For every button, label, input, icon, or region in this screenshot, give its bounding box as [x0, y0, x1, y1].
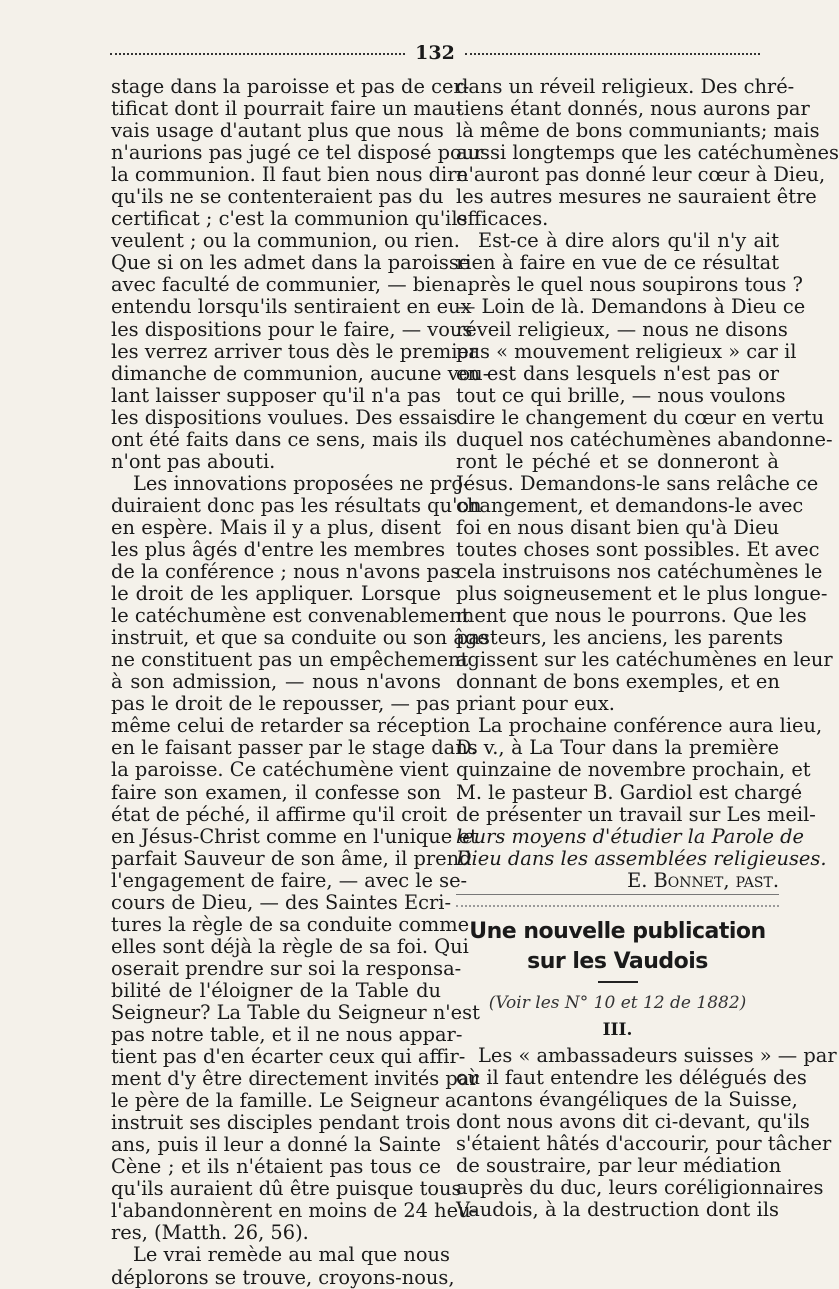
- text-line: la paroisse. Ce catéchumène vient: [111, 758, 449, 782]
- text-line: les verrez arriver tous dès le premier: [111, 339, 479, 363]
- page-header: [110, 40, 760, 66]
- text-line: efficaces.: [456, 207, 549, 231]
- text-line: le droit de les appliquer. Lorsque: [111, 582, 441, 606]
- text-line: ment que nous le pourrons. Que les: [456, 604, 807, 628]
- text-line: duiraient donc pas les résultats qu'on: [111, 493, 482, 517]
- text-line: Est-ce à dire alors qu'il n'y ait: [478, 229, 779, 253]
- text-line: les plus âgés d'entre les membres: [111, 537, 446, 561]
- text-line: avec faculté de communier, — bien: [111, 273, 456, 297]
- article-reference: (Voir les N° 10 et 12 de 1882): [488, 992, 747, 1013]
- text-line: cantons évangéliques de la Suisse,: [456, 1087, 798, 1111]
- text-line: qu'ils ne se contenteraient pas du: [111, 185, 444, 209]
- text-line: ment d'y être directement invités par: [111, 1067, 479, 1091]
- text-line: à son admission, — nous n'avons: [111, 670, 441, 694]
- text-line: les autres mesures ne sauraient être: [456, 185, 817, 209]
- text-line: les dispositions pour le faire, — vous: [111, 317, 473, 341]
- text-line: auprès du duc, leurs coréligionnaires: [456, 1176, 824, 1200]
- text-line: là même de bons communiants; mais: [456, 119, 820, 143]
- text-line: ont été faits dans ce sens, mais ils: [111, 427, 447, 451]
- text-line: pas notre table, et il ne nous appar-: [111, 1023, 463, 1047]
- text-line: — Loin de là. Demandons à Dieu ce: [456, 295, 806, 319]
- text-line: le catéchumène est convenablement: [111, 604, 470, 628]
- text-line: les dispositions voulues. Des essais: [111, 405, 458, 429]
- text-line: M. le pasteur B. Gardiol est chargé: [456, 780, 803, 804]
- text-line: elles sont déjà la règle de sa foi. Qui: [111, 934, 469, 958]
- text-line: donnant de bons exemples, et en: [456, 670, 780, 694]
- text-line: de soustraire, par leur médiation: [456, 1153, 782, 1177]
- text-line: qu'ils auraient dû être puisque tous: [111, 1177, 462, 1201]
- text-line: certificat ; c'est la communion qu'ils: [111, 207, 468, 231]
- text-line: instruit, et que sa conduite ou son âge: [111, 626, 489, 650]
- text-line: Les « ambassadeurs suisses » — par: [478, 1043, 837, 1067]
- text-line: même celui de retarder sa réception: [111, 714, 471, 738]
- text-line: lant laisser supposer qu'il n'a pas: [111, 383, 441, 407]
- article-title-line2: sur les Vaudois: [527, 948, 708, 974]
- text-line: tures la règle de sa conduite comme: [111, 912, 470, 936]
- text-line: entendu lorsqu'ils sentiraient en eux: [111, 295, 472, 319]
- text-line: bilité de l'éloigner de la Table du: [111, 978, 441, 1002]
- text-line: réveil religieux, — nous ne disons: [456, 317, 788, 341]
- text-line: faire son examen, il confesse son: [111, 780, 441, 804]
- text-line: dont nous avons dit ci-devant, qu'ils: [456, 1109, 810, 1133]
- text-line: oserait prendre sur soi la responsa-: [111, 956, 462, 980]
- text-line: leurs moyens d'étudier la Parole de: [456, 824, 804, 848]
- text-line: la communion. Il faut bien nous dire: [111, 163, 468, 187]
- text-line: déplorons se trouve, croyons-nous,: [111, 1265, 455, 1289]
- text-line: où il faut entendre les délégués des: [456, 1065, 807, 1089]
- text-line: parfait Sauveur de son âme, il prend: [111, 846, 472, 870]
- text-line: n'aurions pas jugé ce tel disposé pour: [111, 141, 484, 165]
- text-line: pas « mouvement religieux » car il: [456, 339, 797, 363]
- header-rule-right: [465, 53, 760, 55]
- text-line: stage dans la paroisse et pas de cer-: [111, 75, 470, 98]
- text-line: en espère. Mais il y a plus, disent: [111, 515, 441, 539]
- text-line: tificat dont il pourrait faire un mau-: [111, 97, 463, 121]
- article-title-line1: Une nouvelle publication: [469, 918, 766, 944]
- signature: E. Bonnet, past.: [627, 868, 779, 892]
- text-line: l'engagement de faire, — avec le se-: [111, 868, 468, 892]
- left-column: [111, 75, 490, 1289]
- text-line: dans un réveil religieux. Des chré-: [456, 75, 795, 98]
- text-line: état de péché, il affirme qu'il croit: [111, 802, 447, 826]
- text-line: Dieu dans les assemblées religieuses.: [456, 846, 827, 870]
- text-line: agissent sur les catéchumènes en leur: [456, 648, 833, 672]
- text-line: s'étaient hâtés d'accourir, pour tâcher: [456, 1131, 832, 1155]
- text-line: tout ce qui brille, — nous voulons: [456, 383, 786, 407]
- text-line: priant pour eux.: [456, 692, 615, 716]
- section-separator: [456, 894, 779, 907]
- text-line: ront le péché et se donneront à: [456, 449, 779, 473]
- text-line: après le quel nous soupirons tous ?: [456, 273, 803, 297]
- text-line: pasteurs, les anciens, les parents: [456, 626, 784, 650]
- text-line: Cène ; et ils n'étaient pas tous ce: [111, 1155, 441, 1179]
- text-line: cours de Dieu, — des Saintes Ecri-: [111, 890, 452, 914]
- text-line: toutes choses sont possibles. Et avec: [456, 537, 820, 561]
- text-line: tiens étant donnés, nous aurons par: [456, 97, 810, 121]
- page-number: 132: [415, 42, 455, 64]
- text-line: de la conférence ; nous n'avons pas: [111, 560, 461, 584]
- text-line: dire le changement du cœur en vertu: [456, 405, 825, 429]
- text-line: Jésus. Demandons-le sans relâche ce: [456, 471, 819, 495]
- text-line: res, (Matth. 26, 56).: [111, 1221, 309, 1245]
- text-line: La prochaine conférence aura lieu,: [478, 714, 823, 738]
- text-line: rien à faire en vue de ce résultat: [456, 251, 779, 275]
- text-line: ne constituent pas un empêchement: [111, 648, 469, 672]
- text-line: pas le droit de le repousser, — pas: [111, 692, 450, 716]
- text-line: instruit ses disciples pendant trois: [111, 1111, 451, 1135]
- text-line: changement, et demandons-le avec: [456, 493, 804, 517]
- text-line: de présenter un travail sur Les meil-: [456, 802, 816, 826]
- text-line: Le vrai remède au mal que nous: [133, 1243, 450, 1267]
- text-line: n'ont pas abouti.: [111, 449, 276, 473]
- text-line: dimanche de communion, aucune vou-: [111, 361, 490, 385]
- text-line: en est dans lesquels n'est pas or: [456, 361, 779, 385]
- text-line: Vaudois, à la destruction dont ils: [456, 1198, 779, 1222]
- text-line: Que si on les admet dans la paroisse: [111, 251, 471, 275]
- text-line: tient pas d'en écarter ceux qui affir-: [111, 1045, 466, 1069]
- text-line: plus soigneusement et le plus longue-: [456, 582, 828, 606]
- text-line: foi en nous disant bien qu'à Dieu: [456, 515, 780, 539]
- text-line: ans, puis il leur a donné la Sainte: [111, 1133, 441, 1157]
- text-line: l'abandonnèrent en moins de 24 heu-: [111, 1199, 478, 1223]
- text-line: veulent ; ou la communion, ou rien.: [111, 229, 460, 253]
- text-line: aussi longtemps que les catéchumènes: [456, 141, 839, 165]
- text-line: D. v., à La Tour dans la première: [456, 736, 779, 760]
- text-line: quinzaine de novembre prochain, et: [456, 758, 811, 782]
- text-line: en le faisant passer par le stage dans: [111, 736, 478, 760]
- title-rule: [598, 981, 638, 983]
- text-line: Seigneur? La Table du Seigneur n'est: [111, 1000, 480, 1024]
- section-number: III.: [602, 1019, 633, 1040]
- text-line: cela instruisons nos catéchumènes le: [456, 560, 823, 584]
- text-line: vais usage d'autant plus que nous: [111, 119, 444, 143]
- text-line: en Jésus-Christ comme en l'unique et: [111, 824, 478, 848]
- right-column: [456, 75, 839, 1222]
- header-rule-left: [110, 53, 405, 55]
- text-line: Les innovations proposées ne pro-: [133, 471, 470, 495]
- text-line: le père de la famille. Le Seigneur a: [111, 1089, 457, 1113]
- text-line: n'auront pas donné leur cœur à Dieu,: [456, 163, 826, 187]
- text-line: duquel nos catéchumènes abandonne-: [456, 427, 833, 451]
